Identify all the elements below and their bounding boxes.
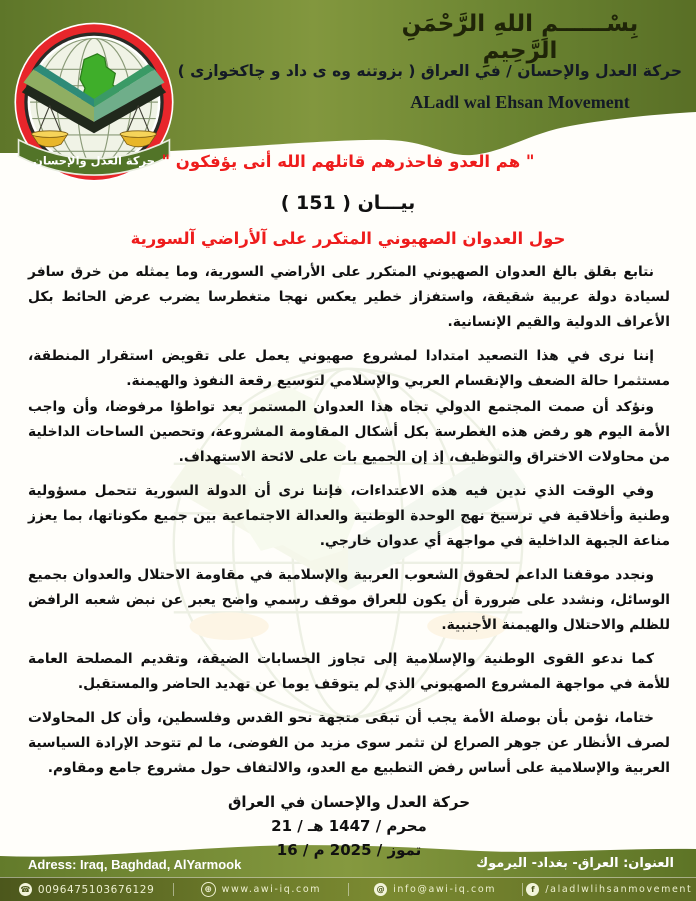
paragraph: ونجدد موقفنا الداعم لحقوق الشعوب العربية والإسلامية في مقاومة الاحتلال والعدوان بجميع الوسائل، ونشدد على ضرورة أن يكون للعراق موقف رسمي واضح يعبر عن نبض شعبه الرافض للظلم والاحتلال والهيمنة الأجنبية. <box>28 567 670 633</box>
statement-number-title: بيـــان ( 151 ) <box>280 192 416 214</box>
org-name-english: ALadl wal Ehsan Movement <box>410 92 630 112</box>
website-item <box>174 882 347 897</box>
paragraph: ونؤكد أن صمت المجتمع الدولي تجاه هذا العدوان المستمر يعد تواطؤا مرفوضا، وأن واجب الأمة اليوم هو رفض هذه الغطرسة بكل أشكال المقاومة المشروعة، وتحصين الساحات الداخلية من محاولات الاختراق والتوظيف، إذ إن الجميع بات على لائحة الاستهداف. <box>28 399 670 465</box>
paragraph: إننا نرى في هذا التصعيد امتدادا لمشروع صهيوني يعمل على تقويض استقرار المنطقة، مستثمرا حالة الضعف والإنقسام العربي والإسلامي لتوسيع رقعة النفوذ والهيمنة. <box>28 348 670 389</box>
statement-body <box>28 260 670 862</box>
quran-quote: " هم العدو فاحذرهم قاتلهم الله أنى يؤفكون " <box>161 152 535 171</box>
facebook-handle: /aladlwlihsanmovement <box>545 884 693 895</box>
facebook-icon: f <box>526 883 539 896</box>
paragraph: وفي الوقت الذي ندين فيه هذه الاعتداءات، فإننا نرى أن الدولة السورية تتحمل مسؤولية وطنية وأخلاقية في ترسيخ نهج الوحدة الوطنية والعدالة الاجتماعية بين جميع مكوناتها، بما يعزز مناعة الجبهة الداخلية في مواجهة أي عدوان خارجي. <box>28 483 670 549</box>
logo-ribbon-text: حركة العدل والإحسان <box>33 153 155 168</box>
address-english: Adress: Iraq, Baghdad, AlYarmook <box>28 857 242 872</box>
paragraph: كما ندعو القوى الوطنية والإسلامية إلى تجاوز الحسابات الضيقة، وتقديم المصلحة العامة للأمة في مواجهة المشروع الصهيوني الذي لم يتوقف يوما عن تهديد الحاضر والمستقبل. <box>28 651 670 692</box>
footer-contact-bar <box>0 877 696 901</box>
website-url: www.awi-iq.com <box>221 884 322 895</box>
address-arabic: العنوان: العراق- بغداد- اليرموك <box>476 856 674 871</box>
email-item <box>349 883 522 896</box>
phone-number: 0096475103676129 <box>37 883 155 896</box>
globe-icon: ⊕ <box>201 882 216 897</box>
facebook-item <box>523 883 696 896</box>
signature-org: حركة العدل والإحسان في العراق <box>227 793 471 811</box>
phone-icon: ☎ <box>20 885 31 894</box>
bismillah-calligraphy: بِسْــــــمِ اللهِ الرَّحْمَنِ الرَّحِيمِ <box>401 10 639 64</box>
signature-block <box>28 790 670 862</box>
org-name-arabic: حركة العدل والإحسان / في العراق ( بزوتنه وه ی داد و چاکخوازی ) <box>177 62 682 80</box>
signature-date-hijri: 21 / محرم / 1447 هـ <box>271 817 427 835</box>
email-icon: @ <box>374 883 387 896</box>
paragraph: نتابع بقلق بالغ العدوان الصهيوني المتكرر على الأراضي السورية، وما يمثله من خرق سافر لسيادة دولة عربية شقيقة، واستفزاز خطير يعكس نهجا متغطرسا يضرب عرض الحائط بكل الأعراف الدولية والقيم الإنسانية. <box>28 264 670 330</box>
statement-subject: حول العدوان الصهيوني المتكرر على آلأراضي آلسورية <box>130 229 566 248</box>
signature-date-gregorian: 16 / تموز / 2025 م <box>276 841 422 859</box>
email-address: info@awi-iq.com <box>393 884 497 895</box>
paragraph: ختاما، نؤمن بأن بوصلة الأمة يجب أن تبقى متجهة نحو القدس وفلسطين، وأن كل المحاولات لصرف الأنظار عن جوهر الصراع لن تثمر سوى مزيد من الفوضى، ما لم تتوحد الإرادة السياسية العربية والإسلامية على أساس رفض التطبيع مع العدو، والالتفاف حول مشروع جامع ومقاوم. <box>28 710 670 776</box>
phone-item <box>0 883 173 896</box>
